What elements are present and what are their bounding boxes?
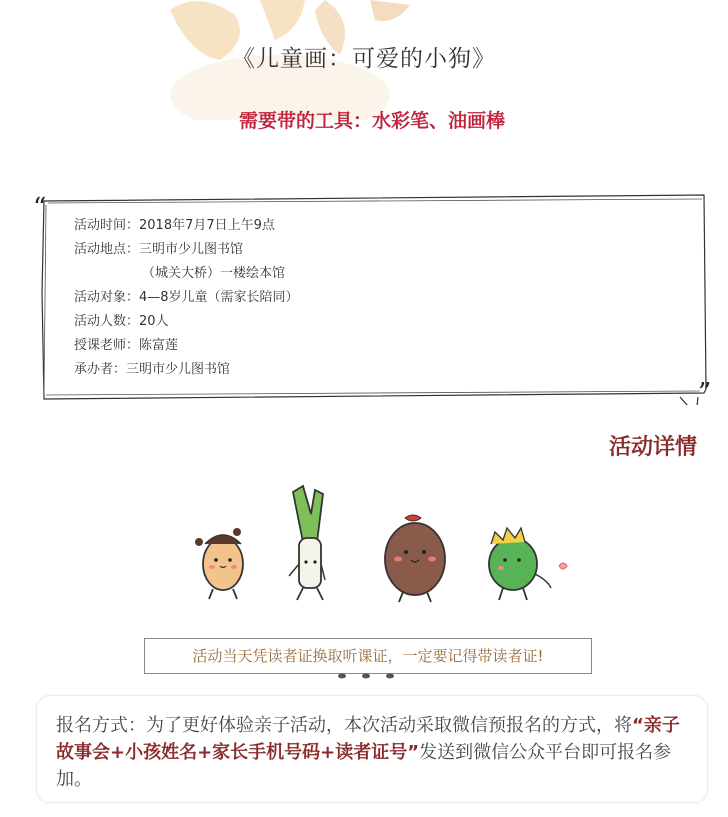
info-organizer: 承办者：三明市少儿图书馆 [74, 362, 231, 377]
potato-character-icon [195, 528, 243, 599]
activity-detail-heading: 活动详情 [609, 435, 698, 460]
signup-suffix: 发送到微信公众平台即可报名参加。 [56, 742, 672, 790]
info-location: 活动地点：三明市少儿图书馆 [74, 242, 244, 257]
info-audience: 活动对象：4—8岁儿童（需家长陪同） [74, 290, 299, 305]
signup-prefix: 报名方式：为了更好体验亲子活动，本次活动采取微信预报名的方式，将 [56, 715, 632, 736]
signup-instructions [56, 712, 696, 793]
banner-dots-decoration [336, 670, 400, 682]
activity-info [74, 214, 299, 382]
signup-required-format: “亲子故事会+小孩姓名+家长手机号码+读者证号” [56, 715, 680, 763]
info-time: 活动时间：2018年7月7日上午9点 [74, 218, 275, 233]
info-location-detail: （城关大桥）一楼绘本馆 [142, 266, 286, 281]
page-title: 《儿童画：可爱的小狗》 [232, 46, 496, 72]
tools-needed: 需要带的工具：水彩笔、油画棒 [238, 110, 505, 132]
notice-banner: 活动当天凭读者证换取听课证，一定要记得带读者证! [144, 638, 592, 674]
dinosaur-character-icon [489, 528, 567, 600]
info-capacity: 活动人数：20人 [74, 314, 169, 329]
open-quote-icon: “ [33, 193, 47, 223]
cartoon-characters-illustration [185, 484, 575, 609]
close-quote-icon: ” [698, 378, 712, 408]
info-teacher: 授课老师：陈富莲 [74, 338, 179, 353]
bean-character-icon [385, 515, 445, 602]
leek-character-icon [289, 486, 325, 600]
